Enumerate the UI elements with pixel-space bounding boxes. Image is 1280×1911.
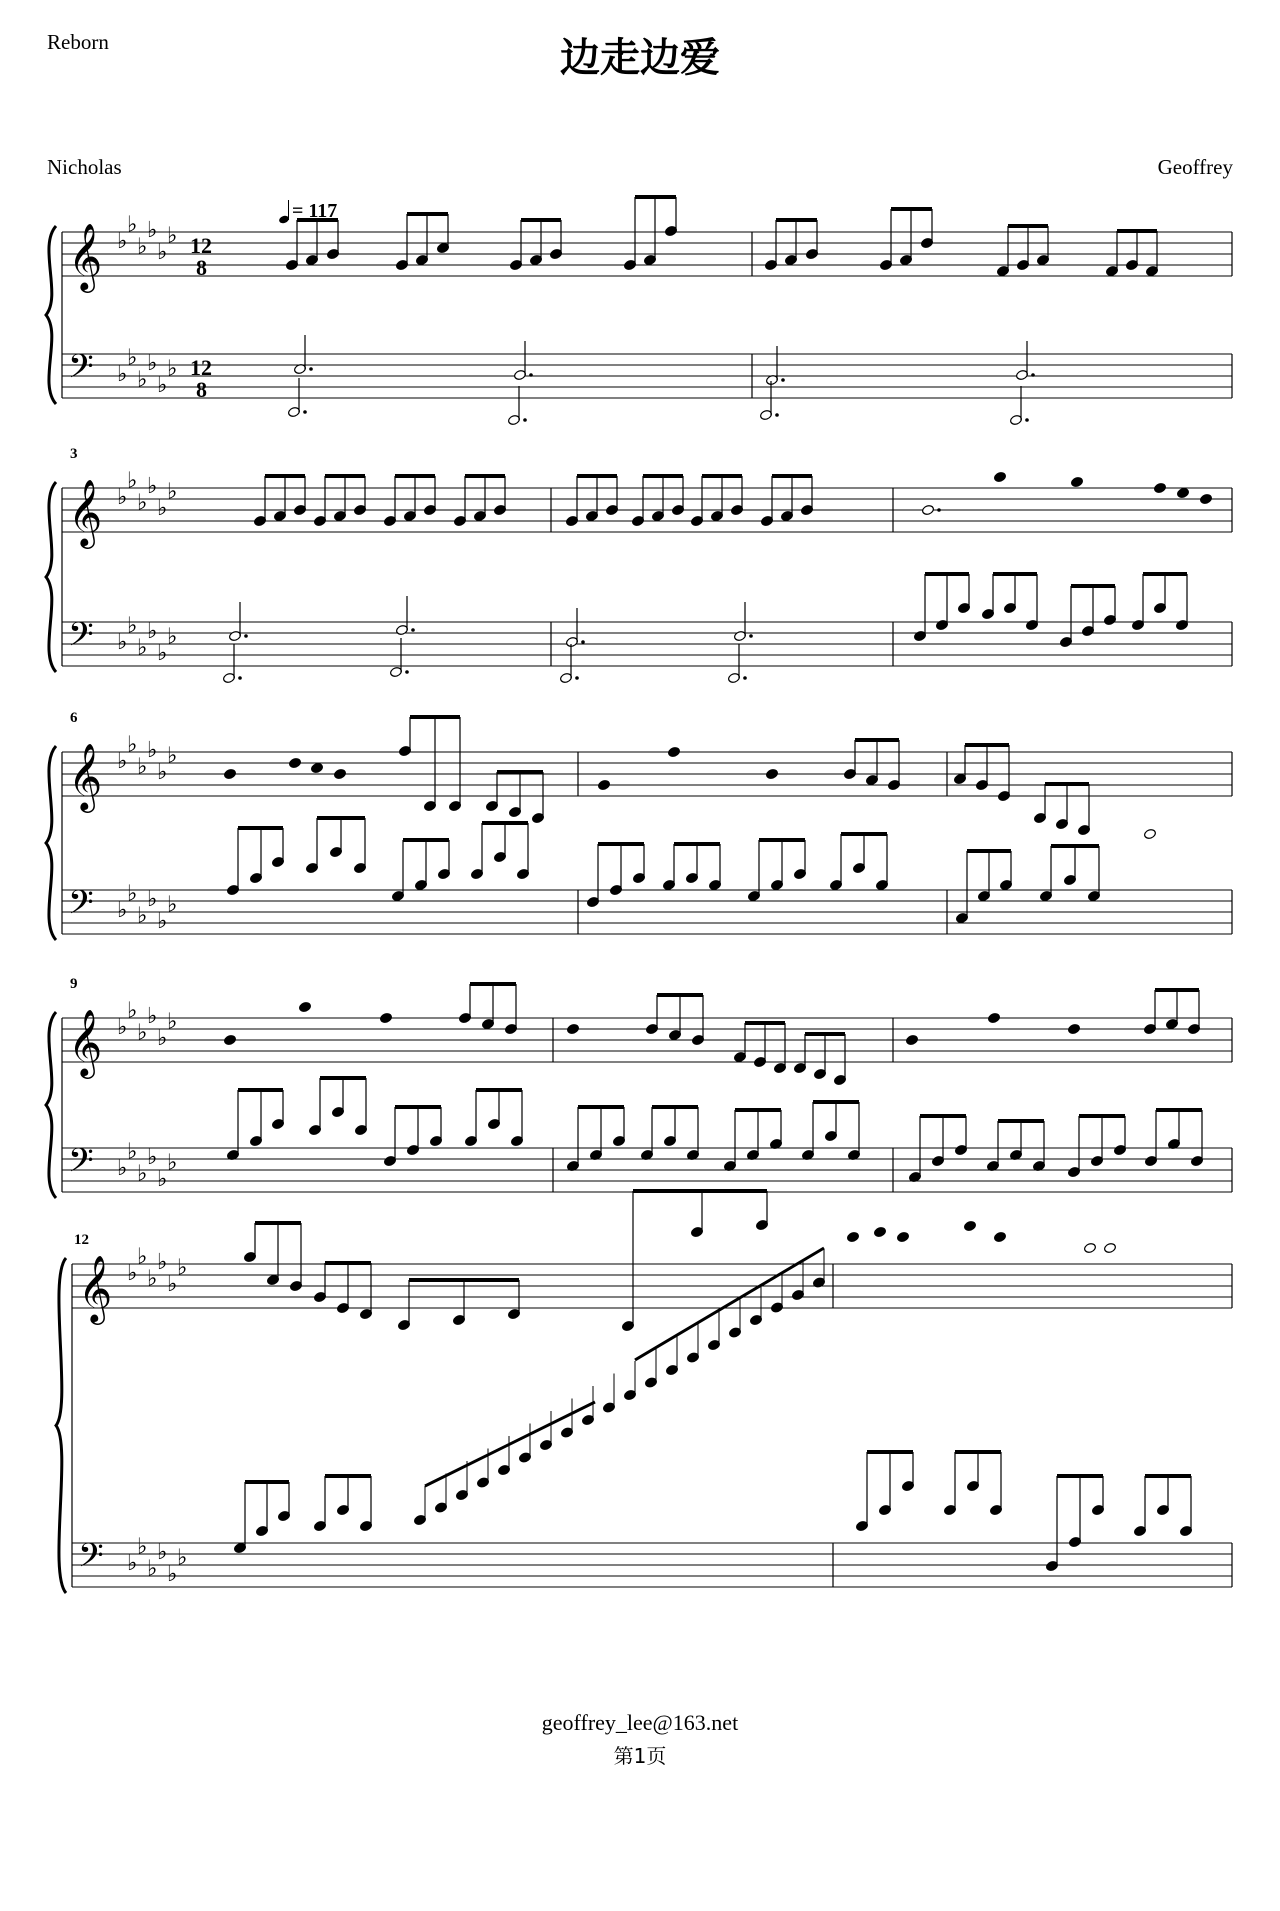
- note-head: [333, 768, 346, 779]
- note-head: [1070, 476, 1083, 487]
- flat-icon: ♭: [167, 743, 178, 769]
- composer-name: Geoffrey: [1157, 155, 1233, 179]
- treble-clef-icon: 𝄞: [68, 742, 103, 810]
- bass-clef-icon: 𝄢: [78, 1537, 104, 1583]
- flat-icon: ♭: [127, 1551, 138, 1576]
- measure-number: 6: [70, 710, 78, 726]
- flat-icon: ♭: [127, 468, 138, 494]
- tempo-value: = 117: [292, 200, 338, 222]
- dot: [244, 634, 248, 638]
- flat-icon: ♭: [157, 760, 168, 785]
- flat-icon: ♭: [157, 641, 168, 666]
- dot: [529, 373, 533, 377]
- flat-icon: ♭: [127, 881, 138, 907]
- dot: [581, 640, 585, 644]
- note-head: [921, 504, 934, 515]
- header-left-text: Reborn: [47, 30, 109, 54]
- score-systems: [46, 213, 1232, 1594]
- flat-icon: ♭: [167, 223, 178, 249]
- flat-icon: ♭: [177, 1545, 188, 1571]
- dot: [405, 670, 409, 674]
- flat-icon: ♭: [127, 613, 138, 639]
- measure-number: 12: [74, 1232, 89, 1248]
- brace-icon: [56, 1258, 66, 1593]
- dot: [523, 418, 527, 422]
- note-head: [1153, 482, 1166, 493]
- flat-icon: ♭: [147, 619, 158, 644]
- bass-clef-icon: 𝄢: [68, 884, 94, 930]
- note-head: [905, 1034, 918, 1045]
- flat-icon: ♭: [157, 496, 168, 521]
- flat-icon: ♭: [127, 998, 138, 1024]
- flat-icon: ♭: [117, 1015, 128, 1040]
- flat-icon: ♭: [147, 351, 158, 376]
- note-head: [288, 757, 301, 768]
- measure-number: 3: [70, 446, 78, 462]
- lyricist-name: Nicholas: [47, 155, 122, 179]
- page-title: 边走边爱: [560, 35, 720, 81]
- flat-icon: ♭: [137, 490, 148, 516]
- flat-icon: ♭: [117, 485, 128, 510]
- dot: [743, 676, 747, 680]
- flat-icon: ♭: [167, 1562, 178, 1587]
- flat-icon: ♭: [147, 1145, 158, 1170]
- note-head: [223, 1034, 236, 1045]
- bass-clef-icon: 𝄢: [68, 348, 94, 394]
- dot: [1031, 373, 1035, 377]
- flat-icon: ♭: [157, 1167, 168, 1192]
- note-head: [1176, 487, 1189, 498]
- flat-icon: ♭: [117, 1156, 128, 1181]
- note-head: [310, 762, 323, 773]
- note-head: [298, 1001, 311, 1012]
- time-signature-numerator: 12: [190, 355, 212, 380]
- dot: [238, 676, 242, 680]
- flat-icon: ♭: [147, 887, 158, 912]
- flat-icon: ♭: [147, 1004, 158, 1029]
- flat-icon: ♭: [117, 362, 128, 387]
- note-head: [1067, 1023, 1080, 1034]
- flat-icon: ♭: [137, 1244, 148, 1270]
- flat-icon: ♭: [167, 1009, 178, 1035]
- flat-icon: ♭: [157, 240, 168, 265]
- flat-icon: ♭: [147, 474, 158, 499]
- flat-icon: ♭: [117, 749, 128, 774]
- beam: [635, 1248, 824, 1360]
- note-head: [896, 1231, 909, 1242]
- flat-icon: ♭: [127, 732, 138, 758]
- flat-icon: ♭: [137, 1161, 148, 1187]
- treble-clef-icon: 𝄞: [68, 478, 103, 546]
- note-head: [873, 1226, 886, 1237]
- note-head: [1083, 1242, 1096, 1253]
- dot: [775, 413, 779, 417]
- footer-page-number: 第1页: [613, 1744, 667, 1768]
- note-head: [566, 1023, 579, 1034]
- flat-icon: ♭: [167, 624, 178, 650]
- note-head: [667, 746, 680, 757]
- dot: [749, 634, 753, 638]
- bass-clef-icon: 𝄢: [68, 1142, 94, 1188]
- note-head: [963, 1220, 976, 1231]
- flat-icon: ♭: [167, 1150, 178, 1176]
- note-head: [765, 768, 778, 779]
- flat-icon: ♭: [117, 898, 128, 923]
- time-signature-numerator: 12: [190, 233, 212, 258]
- bass-clef-icon: 𝄢: [68, 616, 94, 662]
- flat-icon: ♭: [137, 635, 148, 661]
- flat-icon: ♭: [157, 1026, 168, 1051]
- footer-email: geoffrey_lee@163.net: [541, 1710, 739, 1735]
- flat-icon: ♭: [147, 1266, 158, 1292]
- note-head: [1143, 828, 1156, 839]
- flat-icon: ♭: [157, 1250, 168, 1275]
- dot: [1025, 418, 1029, 422]
- flat-icon: ♭: [147, 1556, 158, 1582]
- flat-icon: ♭: [137, 367, 148, 393]
- flat-icon: ♭: [137, 1534, 148, 1560]
- flat-icon: ♭: [117, 229, 128, 254]
- flat-icon: ♭: [157, 373, 168, 398]
- note-head: [379, 1012, 392, 1023]
- measure-number: 9: [70, 976, 78, 992]
- flat-icon: ♭: [137, 1020, 148, 1046]
- flat-icon: ♭: [157, 909, 168, 934]
- brace-icon: [46, 482, 56, 672]
- note-head: [846, 1231, 859, 1242]
- flat-icon: ♭: [127, 1139, 138, 1165]
- note-head: [223, 768, 236, 779]
- flat-icon: ♭: [167, 356, 178, 382]
- note-head: [597, 779, 610, 790]
- flat-icon: ♭: [177, 1255, 188, 1281]
- time-signature-denominator: 8: [196, 255, 207, 280]
- flat-icon: ♭: [157, 1540, 168, 1565]
- dot: [781, 378, 785, 382]
- flat-icon: ♭: [117, 630, 128, 655]
- note-head: [993, 471, 1006, 482]
- flat-icon: ♭: [127, 212, 138, 238]
- treble-clef-icon: 𝄞: [78, 1254, 113, 1322]
- brace-icon: [46, 226, 56, 404]
- dot: [303, 410, 307, 414]
- score-notes: [222, 197, 1212, 1572]
- dot: [411, 628, 415, 632]
- beam: [425, 1402, 595, 1486]
- flat-icon: ♭: [137, 234, 148, 260]
- flat-icon: ♭: [147, 218, 158, 243]
- note-head: [987, 1012, 1000, 1023]
- brace-icon: [46, 746, 56, 940]
- flat-icon: ♭: [137, 754, 148, 780]
- flat-icon: ♭: [127, 1261, 138, 1286]
- note-head: [1199, 493, 1212, 504]
- dot: [309, 367, 313, 371]
- flat-icon: ♭: [147, 738, 158, 763]
- dot: [937, 508, 941, 512]
- flat-icon: ♭: [137, 903, 148, 929]
- flat-icon: ♭: [167, 892, 178, 918]
- brace-icon: [46, 1012, 56, 1198]
- note-head: [1103, 1242, 1116, 1253]
- flat-icon: ♭: [167, 479, 178, 505]
- flat-icon: ♭: [167, 1272, 178, 1297]
- note-head: [993, 1231, 1006, 1242]
- flat-icon: ♭: [127, 345, 138, 371]
- treble-clef-icon: 𝄞: [68, 222, 103, 290]
- dot: [575, 676, 579, 680]
- treble-clef-icon: 𝄞: [68, 1008, 103, 1076]
- time-signature-denominator: 8: [196, 377, 207, 402]
